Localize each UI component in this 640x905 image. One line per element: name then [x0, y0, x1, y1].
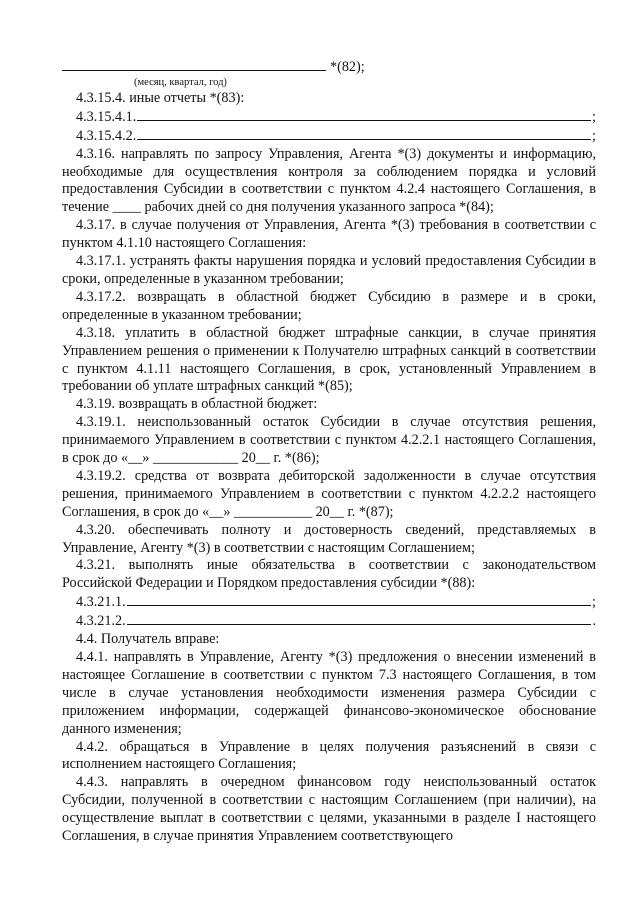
clause-end: ; — [592, 594, 596, 611]
clause-4-4: 4.4. Получатель вправе: — [76, 631, 220, 648]
period-line — [62, 58, 596, 77]
clause-4-3-15-4-1 — [62, 108, 596, 127]
blank-line — [62, 58, 326, 71]
clause-number: 4.3.21.2. — [76, 613, 126, 630]
clause-4-3-19-1: 4.3.19.1. неиспользованный остаток Субсидии в случае отсутствия решения, принимаемого Управлением в соответствии с пунктом 4.2.2.1 настоящего Соглашения, в срок до «__» ____________ 20__ г. *(86); — [62, 414, 596, 467]
clause-4-3-17-2: 4.3.17.2. возвращать в областной бюджет Субсидию в размере и в сроки, определенные в указанном требовании; — [62, 288, 596, 323]
clause-number: 4.3.15.4.1. — [76, 108, 137, 125]
clause-4-3-19-2: 4.3.19.2. средства от возврата дебиторской задолженности в случае отсутствия решения, принимаемого Управлением в соответствии с пунктом 4.2.2.2 настоящего Соглашения, в срок до «__» ___________ 20__ г. *(87); — [62, 467, 596, 520]
clause-4-4-2: 4.4.2. обращаться в Управление в целях получения разъяснений в связи с исполнением настоящего Соглашения; — [62, 738, 596, 773]
blank-line — [137, 127, 591, 140]
clause-4-3-18: 4.3.18. уплатить в областной бюджет штрафные санкции, в случае принятия Управлением решения о применении к Получателю штрафных санкций в соответствии с пунктом 4.1.11 настоящего Соглашения, в срок, установленный Управлением в требовании об уплате штрафных санкций *(85); — [62, 324, 596, 395]
clause-4-4-1: 4.4.1. направлять в Управление, Агенту *(3) предложения о внесении изменений в настоящее Соглашение в соответствии с пунктом 7.3 настоящего Соглашения, в том числе в случае установления необходимости изменения размера Субсидии с приложением информации, содержащей финансово-экономическое обоснование данного изменения; — [62, 649, 596, 737]
blank-line — [137, 108, 591, 121]
clause-4-3-15-4-2 — [62, 127, 596, 146]
clause-4-3-17: 4.3.17. в случае получения от Управления, Агента *(3) требования в соответствии с пунктом 4.1.10 настоящего Соглашения: — [62, 217, 596, 252]
clause-4-3-20: 4.3.20. обеспечивать полноту и достоверность сведений, представляемых в Управление, Агенту *(3) в соответствии с настоящим Соглашением; — [62, 521, 596, 556]
document-page — [62, 58, 596, 846]
period-caption: (месяц, квартал, год) — [134, 76, 227, 88]
clause-4-3-21: 4.3.21. выполнять иные обязательства в соответствии с законодательством Российской Федерации и Порядком предоставления субсидии *(88): — [62, 557, 596, 592]
clause-number: 4.3.21.1. — [76, 594, 126, 611]
clause-4-3-19: 4.3.19. возвращать в областной бюджет: — [76, 396, 318, 413]
blank-line — [127, 593, 591, 606]
clause-4-3-17-1: 4.3.17.1. устранять факты нарушения порядка и условий предоставления Субсидии в сроки, определенные в указанном требовании; — [62, 253, 596, 287]
clause-end: ; — [592, 127, 596, 144]
clause-4-3-16: 4.3.16. направлять по запросу Управления, Агента *(3) документы и информацию, необходимые для осуществления контроля за соблюдением порядка и условий предоставления Субсидии в соответствии с пунктом 4.2.4 настоящего Соглашения, в течение ____ рабочих дней со дня получения указанного запроса *(84); — [62, 145, 596, 216]
clause-4-3-21-2 — [62, 612, 596, 631]
clause-number: 4.3.15.4.2. — [76, 127, 137, 144]
clause-4-4-3: 4.4.3. направлять в очередном финансовом году неиспользованный остаток Субсидии, полученной в соответствии с настоящим Соглашением (при наличии), на осуществление выплат в соответствии с целями, указанными в разделе I настоящего Соглашения, в случае принятия Управлением соответствующего — [62, 774, 596, 845]
clause-end: . — [592, 613, 596, 630]
clause-4-3-21-1 — [62, 593, 596, 612]
clause-4-3-15-4: 4.3.15.4. иные отчеты *(83): — [76, 89, 245, 106]
blank-line — [127, 612, 592, 625]
clause-end: ; — [592, 108, 596, 125]
footnote-ref: *(82); — [330, 59, 365, 75]
